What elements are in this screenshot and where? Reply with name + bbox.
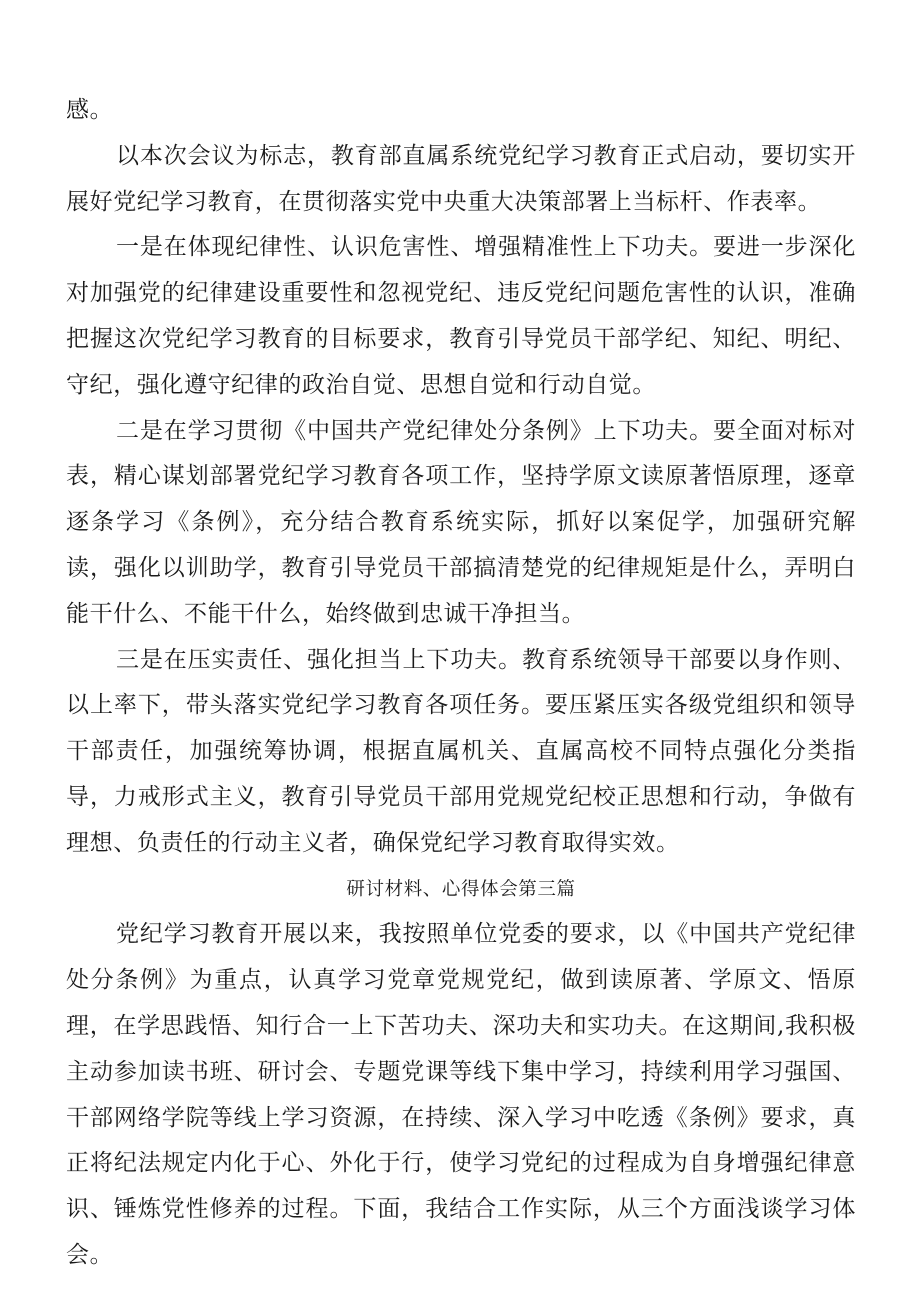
paragraph-point-one: 一是在体现纪律性、认识危害性、增强精准性上下功夫。要进一步深化对加强党的纪律建设重要性和忽视党纪、违反党纪问题危害性的认识，准确把握这次党纪学习教育的目标要求，教育引导党员干部学纪、知纪、明纪、守纪，强化遵守纪律的政治自觉、思想自觉和行动自觉。 — [66, 234, 856, 398]
paragraph-meeting-launch: 以本次会议为标志，教育部直属系统党纪学习教育正式启动，要切实开展好党纪学习教育，在贯彻落实党中央重大决策部署上当标杆、作表率。 — [66, 142, 856, 215]
section-title: 研讨材料、心得体会第三篇 — [346, 878, 576, 900]
paragraph-section-intro: 党纪学习教育开展以来，我按照单位党委的要求，以《中国共产党纪律处分条例》为重点，认真学习党章党规党纪，做到读原著、学原文、悟原理，在学思践悟、知行合一上下苦功夫、深功夫和实功夫。在这期间,我积极主动参加读书班、研讨会、专题党课等线下集中学习，持续利用学习强国、干部网络学院等线上学习资源，在持续、深入学习中吃透《条例》要求，真正将纪法规定内化于心、外化于行，使学习党纪的过程成为自身增强纪律意识、锤炼党性修养的过程。下面，我结合工作实际，从三个方面浅谈学习体会。 — [66, 921, 856, 1268]
paragraph-point-two: 二是在学习贯彻《中国共产党纪律处分条例》上下功夫。要全面对标对表，精心谋划部署党纪学习教育各项工作，坚持学原文读原著悟原理，逐章逐条学习《条例》，充分结合教育系统实际，抓好以案促学，加强研究解读，强化以训助学，教育引导党员干部搞清楚党的纪律规矩是什么，弄明白能干什么、不能干什么，始终做到忠诚干净担当。 — [66, 417, 856, 627]
paragraph-point-three: 三是在压实责任、强化担当上下功夫。教育系统领导干部要以身作则、以上率下，带头落实党纪学习教育各项任务。要压紧压实各级党组织和领导干部责任，加强统筹协调，根据直属机关、直属高校不同特点强化分类指导，力戒形式主义，教育引导党员干部用党规党纪校正思想和行动，争做有理想、负责任的行动主义者，确保党纪学习教育取得实效。 — [66, 646, 856, 856]
document-body — [66, 88, 856, 1279]
paragraph-continuation: 感。 — [66, 97, 114, 123]
